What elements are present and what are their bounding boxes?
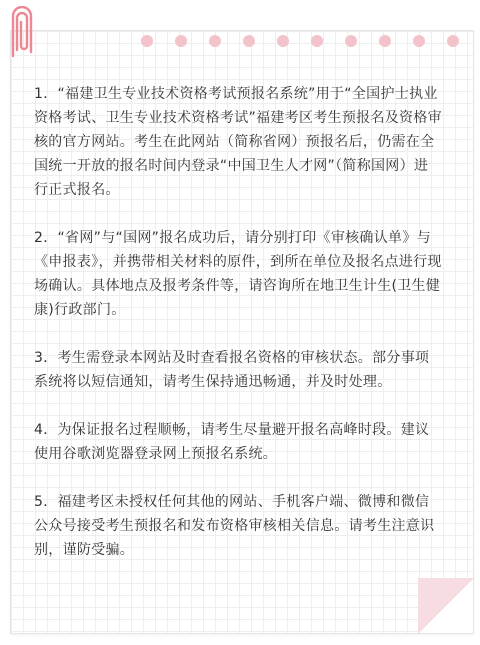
page-corner-fold xyxy=(418,578,474,634)
binder-dot xyxy=(311,35,323,47)
binder-dot xyxy=(379,35,391,47)
binder-dot xyxy=(277,35,289,47)
binder-dot xyxy=(345,35,357,47)
binder-dot xyxy=(243,35,255,47)
notice-paragraph-4: 4．为保证报名过程顺畅，请考生尽量避开报名高峰时段。建议使用谷歌浏览器登录网上预报名系统。 xyxy=(34,422,430,462)
binder-dot xyxy=(209,35,221,47)
binder-dot xyxy=(413,35,425,47)
binder-dots xyxy=(141,35,459,47)
notice-paragraph-2: 2．“省网”与“国网”报名成功后，请分别打印《审核确认单》与《申报表》，并携带相关材料的原件，到所在单位及报名点进行现场确认。具体地点及报考条件等，请咨询所在地卫生计生(卫生健康)行政部门。 xyxy=(34,230,442,318)
binder-dot xyxy=(447,35,459,47)
notice-paragraph-1: 1．“福建卫生专业技术资格考试预报名系统”用于“全国护士执业资格考试、卫生专业技术资格考试”福建考区考生预报名及资格审核的官方网站。考生在此网站（简称省网）预报名后，仍需在全国统一开放的报名时间内登录“中国卫生人才网”（简称国网）进行正式报名。 xyxy=(34,86,442,198)
binder-dot xyxy=(175,35,187,47)
notice-content xyxy=(34,82,442,562)
notice-paragraph-5: 5．福建考区未授权任何其他的网站、手机客户端、微博和微信公众号接受考生预报名和发布资格审核相关信息。请考生注意识别，谨防受骗。 xyxy=(34,494,435,558)
notice-paragraph-3: 3．考生需登录本网站及时查看报名资格的审核状态。部分事项系统将以短信通知，请考生保持通迅畅通，并及时处理。 xyxy=(34,350,430,390)
paperclip-icon xyxy=(9,6,35,60)
binder-dot xyxy=(141,35,153,47)
